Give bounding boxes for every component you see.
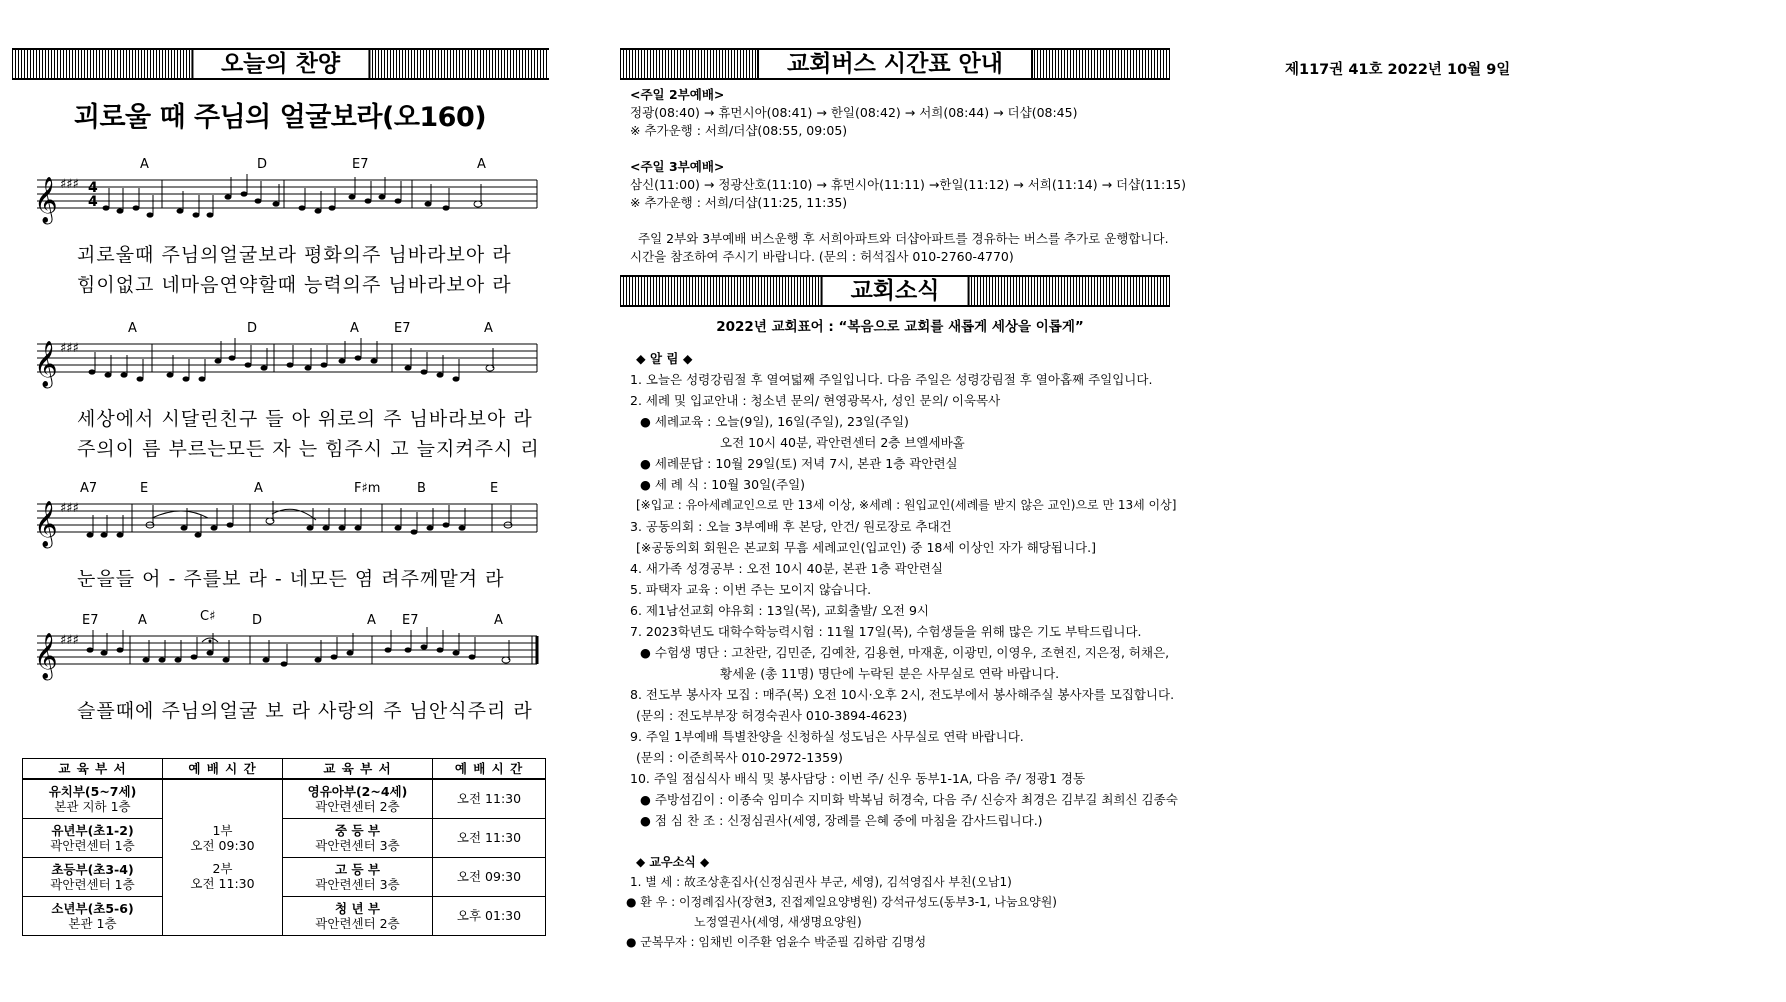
dept-location: 곽안련센터 3층 — [315, 837, 400, 853]
staff-3-notation — [32, 482, 542, 562]
dept-name: 고 등 부 — [335, 861, 380, 877]
staff-1-chord: D — [257, 157, 268, 172]
dept-name: 중 등 부 — [335, 822, 380, 838]
staff-4-chord: D — [252, 613, 263, 628]
service-label: 1부 — [212, 823, 233, 839]
dept-name: 영유아부(2~4세) — [307, 783, 408, 799]
hymn-section-title: 오늘의 찬양 — [191, 50, 370, 78]
staff-3-chord: A — [254, 481, 263, 496]
svg-text:♯♯♯: ♯♯♯ — [60, 177, 79, 192]
dept-name: 유년부(초1-2) — [51, 822, 134, 838]
service-time: 오전 09:30 — [190, 838, 255, 854]
shared-service-time — [163, 779, 283, 935]
service-time: 오전 11:30 — [433, 779, 546, 818]
staff-3-chord: E — [490, 481, 499, 496]
hymn-section-header — [12, 48, 549, 80]
svg-text:♯♯♯: ♯♯♯ — [60, 501, 79, 516]
svg-text:4: 4 — [88, 180, 98, 196]
staff-4-lyric-1: 슬플때에 주님의얼굴 보 라 사랑의 주 님안식주리 라 — [77, 700, 533, 722]
dept-location: 곽안련센터 2층 — [315, 915, 400, 931]
dept-location: 곽안련센터 1층 — [50, 876, 135, 892]
staff-3-chord: A7 — [80, 481, 98, 496]
bus-service2-route: 정광(08:40) → 휴먼시아(08:41) → 한일(08:42) → 서희(08:44) → 더샵(08:45) — [630, 105, 1078, 120]
dept-name: 초등부(초3-4) — [51, 861, 134, 877]
bus-service2-extra: ※ 추가운행 : 서희/더샵(08:55, 09:05) — [630, 123, 848, 138]
staff-1-notation — [32, 158, 542, 238]
staff-2-notation — [32, 322, 542, 402]
table-header: 예 배 시 간 — [433, 759, 546, 780]
notice-line: 8. 전도부 봉사자 모집 : 매주(목) 오전 10시·오후 2시, 전도부에서 봉사해주실 봉사자를 모집합니다. — [630, 687, 1175, 702]
notice-line: ● 세례문답 : 10월 29일(토) 저녁 7시, 본관 1층 곽안련실 — [640, 456, 958, 471]
table-row — [23, 896, 546, 935]
dept-location: 곽안련센터 3층 — [315, 876, 400, 892]
bus-service2-title: <주일 2부예배> — [630, 87, 725, 102]
dept-location: 곽안련센터 2층 — [315, 798, 400, 814]
dept-location: 곽안련센터 1층 — [50, 837, 135, 853]
table-row — [23, 818, 546, 857]
bus-note: 주일 2부와 3부예배 버스운행 후 서희아파트와 더샵아파트를 경유하는 버스를 추가로 운행합니다. — [638, 231, 1169, 246]
news-section-title: 교회소식 — [821, 277, 970, 305]
notice-line: ● 수험생 명단 : 고찬란, 김민준, 김예찬, 김용현, 마재훈, 이광민, 이영우, 조현진, 지은정, 허채은, — [640, 645, 1170, 660]
staff-1-chord: A — [140, 157, 149, 172]
staff-3-chord: B — [417, 481, 426, 496]
staff-1-lyric-2: 힘이없고 네마음연약할때 능력의주 님바라보아 라 — [77, 274, 512, 296]
svg-text:♯♯♯: ♯♯♯ — [60, 341, 79, 356]
notice-line: ● 세 례 식 : 10월 30일(주일) — [640, 477, 806, 492]
hymn-column — [0, 0, 560, 1002]
svg-text:𝄞: 𝄞 — [34, 341, 58, 387]
staff-1-chord: E7 — [352, 157, 369, 172]
members-news-line: 1. 별 세 : 故조상훈집사(신정심권사 부군, 세영), 김석영집사 부친(오남1) — [630, 875, 1012, 889]
table-row — [23, 779, 546, 818]
dept-location: 본관 1층 — [68, 915, 117, 931]
staff-1-lyric-1: 괴로울때 주님의얼굴보라 평화의주 님바라보아 라 — [77, 244, 512, 266]
news-section-header — [620, 275, 1170, 307]
bus-service3-route: 삼신(11:00) → 정광산호(11:10) → 휴먼시아(11:11) →한일(11:12) → 서희(11:14) → 더샵(11:15) — [630, 177, 1186, 192]
dept-name: 청 년 부 — [335, 900, 380, 916]
notice-line: ● 점 심 찬 조 : 신정심권사(세영, 장례를 은혜 중에 마침을 감사드립니다.) — [640, 813, 1043, 828]
notice-line: 6. 제1남선교회 야유회 : 13일(목), 교회출발/ 오전 9시 — [630, 603, 929, 618]
staff-2-lyric-1: 세상에서 시달린친구 들 아 위로의 주 님바라보아 라 — [77, 408, 533, 430]
table-header: 교 육 부 서 — [283, 759, 433, 780]
notice-line: 1. 오늘은 성령강림절 후 열여덟째 주일입니다. 다음 주일은 성령강림절 후 열아홉째 주일입니다. — [630, 372, 1153, 387]
staff-1-chord: A — [477, 157, 486, 172]
staff-2-chord: E7 — [394, 321, 411, 336]
dept-name: 유치부(5~7세) — [48, 783, 137, 799]
notice-title: ◆ 알 림 ◆ — [636, 351, 693, 366]
staff-3-lyric-1: 눈을들 어 - 주를보 라 - 네모든 염 려주께맡겨 라 — [77, 568, 505, 590]
bus-note: 시간을 참조하여 주시기 바랍니다. (문의 : 허석집사 010-2760-4770) — [630, 249, 1014, 264]
table-header: 예 배 시 간 — [163, 759, 283, 780]
members-news-title: ◆ 교우소식 ◆ — [636, 855, 710, 869]
notice-line: ● 주방섬김이 : 이종숙 임미수 지미화 박복님 허경숙, 다음 주/ 신승자 최경은 김부길 최희신 김종숙 — [640, 792, 1178, 807]
bus-service3-extra: ※ 추가운행 : 서희/더샵(11:25, 11:35) — [630, 195, 848, 210]
staff-2-lyric-2: 주의이 름 부르는모든 자 는 힘주시 고 늘지켜주시 리 — [77, 438, 540, 460]
staff-4-chord: A — [138, 613, 147, 628]
notice-line: (문의 : 전도부부장 허경숙권사 010-3894-4623) — [636, 708, 908, 723]
members-news-line: 노정열권사(세영, 새생명요양원) — [694, 915, 862, 929]
staff-2-chord: A — [484, 321, 493, 336]
notice-line: 2. 세례 및 입교안내 : 청소년 문의/ 현영광목사, 성인 문의/ 이욱목사 — [630, 393, 1001, 408]
notice-line: 9. 주일 1부예배 특별찬양을 신청하실 성도님은 사무실로 연락 바랍니다. — [630, 729, 1024, 744]
staff-3-chord: E — [140, 481, 149, 496]
notice-line: 10. 주일 점심식사 배식 및 봉사담당 : 이번 주/ 신우 동부1-1A, 다음 주/ 정광1 경동 — [630, 771, 1086, 786]
svg-text:♯♯♯: ♯♯♯ — [60, 633, 79, 648]
notice-line: 4. 새가족 성경공부 : 오전 10시 40분, 본관 1층 곽안련실 — [630, 561, 943, 576]
table-row — [23, 857, 546, 896]
service-label: 2부 — [212, 861, 233, 877]
staff-3-chord: F♯m — [354, 481, 381, 496]
svg-text:𝄞: 𝄞 — [34, 501, 58, 547]
bus-service3-title: <주일 3부예배> — [630, 159, 725, 174]
notice-line: [※입교 : 유아세례교인으로 만 13세 이상, ※세례 : 원입교인(세례를 받지 않은 교인)으로 만 13세 이상] — [636, 498, 1177, 512]
notice-line: [※공동의회 회원은 본교회 무흠 세례교인(입교인) 중 18세 이상인 자가 해당됩니다.] — [636, 540, 1096, 555]
svg-text:𝄞: 𝄞 — [34, 633, 58, 679]
service-time: 오전 11:30 — [433, 818, 546, 857]
staff-2-chord: D — [247, 321, 258, 336]
staff-4-chord: C♯ — [200, 609, 216, 624]
staff-4-chord: E7 — [402, 613, 419, 628]
members-news-line: ● 환 우 : 이정례집사(장현3, 진접제일요양병원) 강석규성도(동부3-1, 나눔요양원) — [626, 895, 1057, 909]
dept-location: 본관 지하 1층 — [54, 798, 131, 814]
notice-line: 오전 10시 40분, 곽안련센터 2층 브엘세바홀 — [720, 435, 965, 450]
staff-4-chord: E7 — [82, 613, 99, 628]
bus-section-title: 교회버스 시간표 안내 — [757, 50, 1033, 78]
service-time: 오후 01:30 — [433, 896, 546, 935]
dept-name: 소년부(초5-6) — [51, 900, 134, 916]
staff-4-notation — [32, 609, 542, 694]
hymn-title: 괴로울 때 주님의 얼굴보라(오160) — [73, 102, 487, 133]
members-news-line: ● 군복무자 : 임채빈 이주환 엄윤수 박준필 김하람 김명성 — [626, 935, 927, 949]
notice-line: 황세윤 (총 11명) 명단에 누락된 분은 사무실로 연락 바랍니다. — [720, 666, 1060, 681]
service-time: 오전 11:30 — [190, 876, 255, 892]
staff-4-chord: A — [494, 613, 503, 628]
svg-text:𝄞: 𝄞 — [34, 177, 58, 223]
notice-line: ● 세례교육 : 오늘(9일), 16일(주일), 23일(주일) — [640, 414, 909, 429]
table-header: 교 육 부 서 — [23, 759, 163, 780]
notice-line: 5. 파택자 교육 : 이번 주는 모이지 않습니다. — [630, 582, 872, 597]
notice-column — [620, 0, 1186, 1002]
service-time: 오전 09:30 — [433, 857, 546, 896]
notice-line: 3. 공동의회 : 오늘 3부예배 후 본당, 안건/ 원로장로 추대건 — [630, 519, 952, 534]
church-motto: 2022년 교회표어 : “복음으로 교회를 새롭게 세상을 이롭게” — [716, 319, 1084, 335]
staff-2-chord: A — [128, 321, 137, 336]
bus-section-header — [620, 48, 1170, 80]
education-schedule-table — [22, 758, 546, 936]
issue-info: 제117권 41호 2022년 10월 9일 — [1285, 62, 1511, 78]
notice-line: (문의 : 이준희목사 010-2972-1359) — [636, 750, 843, 765]
notice-line: 7. 2023학년도 대학수학능력시험 : 11월 17일(목), 수험생들을 위해 많은 기도 부탁드립니다. — [630, 624, 1142, 639]
staff-2-chord: A — [350, 321, 359, 336]
staff-4-chord: A — [367, 613, 376, 628]
svg-text:4: 4 — [88, 194, 98, 210]
